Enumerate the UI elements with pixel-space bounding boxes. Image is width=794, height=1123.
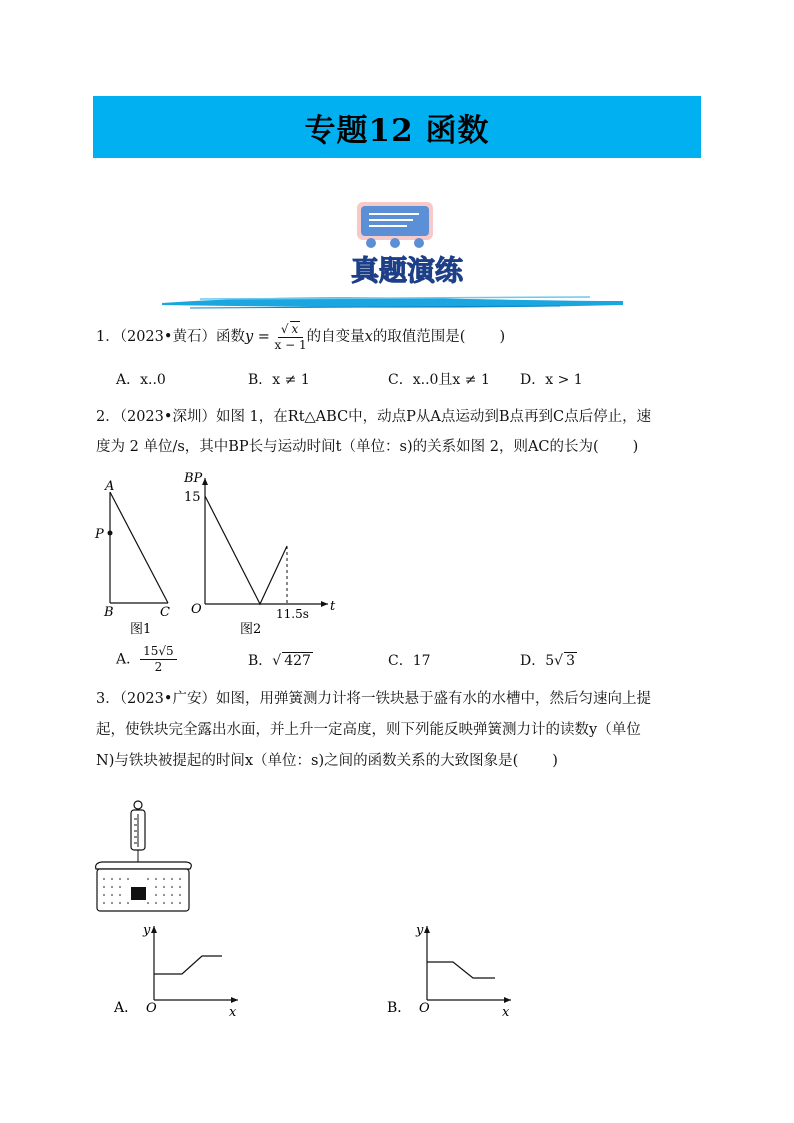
- fraction: $\frac{√ x}{x - 1}$: [274, 322, 307, 352]
- option-d[interactable]: D．x > 1: [520, 372, 583, 388]
- question-source: （2023•深圳）: [119, 409, 216, 425]
- point-p: [108, 531, 113, 536]
- graph-option-a: [110, 920, 250, 1020]
- figure-2-graph: [183, 471, 336, 637]
- x-tick-label: 11.5s: [276, 607, 309, 621]
- option-a[interactable]: A．x..0: [116, 372, 166, 388]
- question-2-options: [116, 640, 716, 676]
- option-b[interactable]: B．: [387, 1000, 412, 1016]
- graph-option-b: [383, 920, 523, 1020]
- section-badge: [335, 198, 495, 293]
- option-a[interactable]: A．: [114, 1000, 139, 1016]
- x-axis-label: t: [330, 599, 336, 614]
- figure-1-triangle: [94, 479, 170, 637]
- figure-2-caption: 图2: [240, 622, 262, 637]
- question-number: 1．: [96, 329, 120, 345]
- svg-text:x: x: [229, 1005, 237, 1020]
- option-b[interactable]: B．√ 427: [248, 653, 311, 669]
- question-2-figures: [90, 470, 350, 640]
- label-c: C: [160, 605, 170, 620]
- brush-divider: [160, 292, 625, 312]
- iron-block: [131, 887, 146, 900]
- option-c[interactable]: C．x..0且x ≠ 1: [388, 372, 490, 388]
- label-p: P: [95, 527, 104, 542]
- badge-label: 真题演练: [350, 254, 464, 287]
- svg-text:O: O: [146, 1001, 157, 1016]
- question-3: 3．（2023•广安）如图，用弹簧测力计将一铁块悬于盛有水的水槽中，然后匀速向上提 起，使铁块完全露出水面，并上升一定高度，则下列能反映弹簧测力计的读数y（单位 N)与铁块被提起的时间x（单位：s)之间的函数关系的大致图象是( ): [96, 691, 651, 769]
- question-source: （2023•广安）: [119, 691, 216, 707]
- option-a[interactable]: A． $\frac{15√5}{2}$: [116, 644, 177, 675]
- y-axis-label: BP: [184, 471, 203, 486]
- svg-text:y: y: [416, 923, 424, 938]
- label-a: A: [105, 479, 115, 494]
- svg-text:O: O: [419, 1001, 430, 1016]
- graph-b-line: [427, 962, 495, 978]
- option-d[interactable]: D．5√ 3: [520, 653, 575, 669]
- figure-1-caption: 图1: [130, 622, 152, 637]
- title-banner: [93, 96, 701, 158]
- origin-label: O: [191, 602, 202, 617]
- question-source: （2023•黄石）: [119, 329, 216, 345]
- graph-a-line: [154, 956, 222, 974]
- option-b[interactable]: B．x ≠ 1: [248, 372, 310, 388]
- svg-text:x: x: [502, 1005, 510, 1020]
- label-b: B: [104, 605, 114, 620]
- question-1: 1．（2023•黄石）函数y = $\frac{√ x}{x - 1}$ 的自变量x的取值范围是( ): [96, 322, 506, 352]
- page-title: 专题12 函数: [304, 112, 490, 149]
- y-tick-label: 15: [184, 490, 201, 505]
- svg-text:y: y: [143, 923, 151, 938]
- bp-line: [205, 496, 287, 604]
- question-1-options: [116, 369, 716, 393]
- option-c[interactable]: C．17: [388, 653, 431, 669]
- question-2: 2．（2023•深圳）如图 1，在Rt△ABC中，动点P从A点运动到B点再到C点后停止，速 度为 2 单位/s，其中BP长与运动时间t（单位：s)的关系如图 2，则AC的长为( ): [96, 409, 652, 455]
- spring-scale-illustration: [92, 795, 202, 915]
